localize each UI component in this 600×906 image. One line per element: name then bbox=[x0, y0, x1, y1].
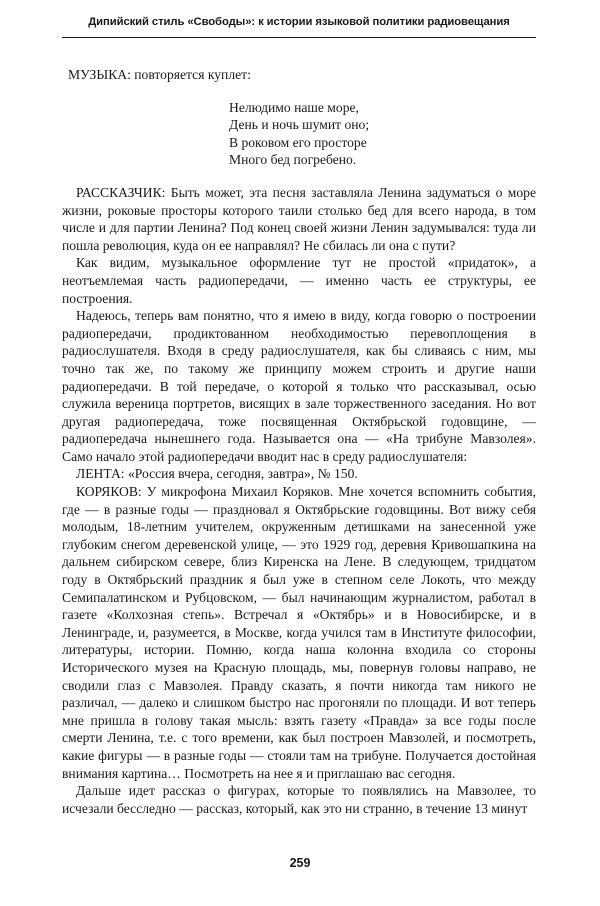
tape-cue: ЛЕНТА: «Россия вчера, сегодня, завтра», № 150. bbox=[76, 466, 358, 482]
verse-line: День и ночь шумит оно; bbox=[229, 117, 370, 133]
header-rule bbox=[62, 37, 536, 38]
running-header: Дипийский стиль «Свободы»: к истории языковой политики радиовещания bbox=[88, 16, 510, 28]
body-paragraph: Дальше идет рассказ о фигурах, которые то появлялись на Мавзолее, то исчезали бесследно — рассказ, который, как это ни странно, в течение 13 минут bbox=[62, 783, 536, 816]
page-body bbox=[62, 66, 536, 817]
narrator-paragraph: РАССКАЗЧИК: Быть может, эта песня заставляла Ленина задуматься о море жизни, роковые просторы которого таили столько бед для всего народа, в том числе и для партии Ленина? Под конец своей жизни Ленин задумывался: туда ли пошла революция, куда он ее направлял? Не сбилась ли она с пути? bbox=[62, 184, 536, 253]
koryakov-paragraph: КОРЯКОВ: У микрофона Михаил Коряков. Мне хочется вспомнить события, где — в разные годы — праздновал я Октябрьские годовщины. Вот вижу себя молодым, 18-летним учителем, окруженным детишками на занесенной уже глубоким снегом деревенской улице, — это 1929 год, деревня Кривошапкина на дальнем сибирском севере, близ Киренска на Лене. В следующем, тридцатом году в Октябрьский праздник я был уже в степном селе Локоть, что между Семипалатинском и Рубцовском, — был начинающим журналистом, работал в газете «Колхозная степь». Встречал я «Октябрь» и в Новосибирске, и в Ленинграде, и, разумеется, в Москве, когда учился там в Институте философии, литературы, истории. Помню, когда наша колонна входила со стороны Исторического музея на Красную площадь, мы, повернув головы направо, не сводили глаз с Мавзолея. Правду сказать, я почти никогда там никого не различал, — далеко и слишком быстро нас прогоняли по площади. И вот теперь мне пришла в голову такая мысль: взять газету «Правда» за все годы после смерти Ленина, т.е. с того времени, как был построен Мавзолей, и посмотреть, какие фигуры — в разные годы — стояли там на трибуне. Получается достойная внимания картина… Посмотреть на нее я и приглашаю вас сегодня. bbox=[62, 484, 536, 781]
verse-line: Много бед погребено. bbox=[229, 152, 357, 168]
page-number: 259 bbox=[289, 856, 311, 870]
verse-line: В роковом его просторе bbox=[229, 134, 367, 150]
verse-block bbox=[229, 99, 536, 169]
music-cue: МУЗЫКА: повторяется куплет: bbox=[68, 67, 251, 82]
verse-line: Нелюдимо наше море, bbox=[229, 99, 359, 115]
body-paragraph: Как видим, музыкальное оформление тут не простой «придаток», а неотъемлемая часть радиопередачи, — именно часть ее структуры, ее построения. bbox=[62, 255, 536, 306]
body-paragraph: Надеюсь, теперь вам понятно, что я имею в виду, когда говорю о построении радиопередачи, продиктованном необходимостью перевоплощения в радиослушателя. Входя в среду радиослушателя, как бы сливаясь с ним, мы точно так же, по такому же принципу можем строить и другие наши радиопередачи. В той передаче, о которой я только что рассказывал, осью служила вереница портретов, висящих в зале торжественного заседания. Но вот другая радиопередача, тоже посвященная Октябрьской годовщине, — радиопередача нынешнего года. Называется она — «На трибуне Мавзолея». Само начало этой радиопередачи вводит нас в среду радиослушателя: bbox=[62, 308, 536, 464]
